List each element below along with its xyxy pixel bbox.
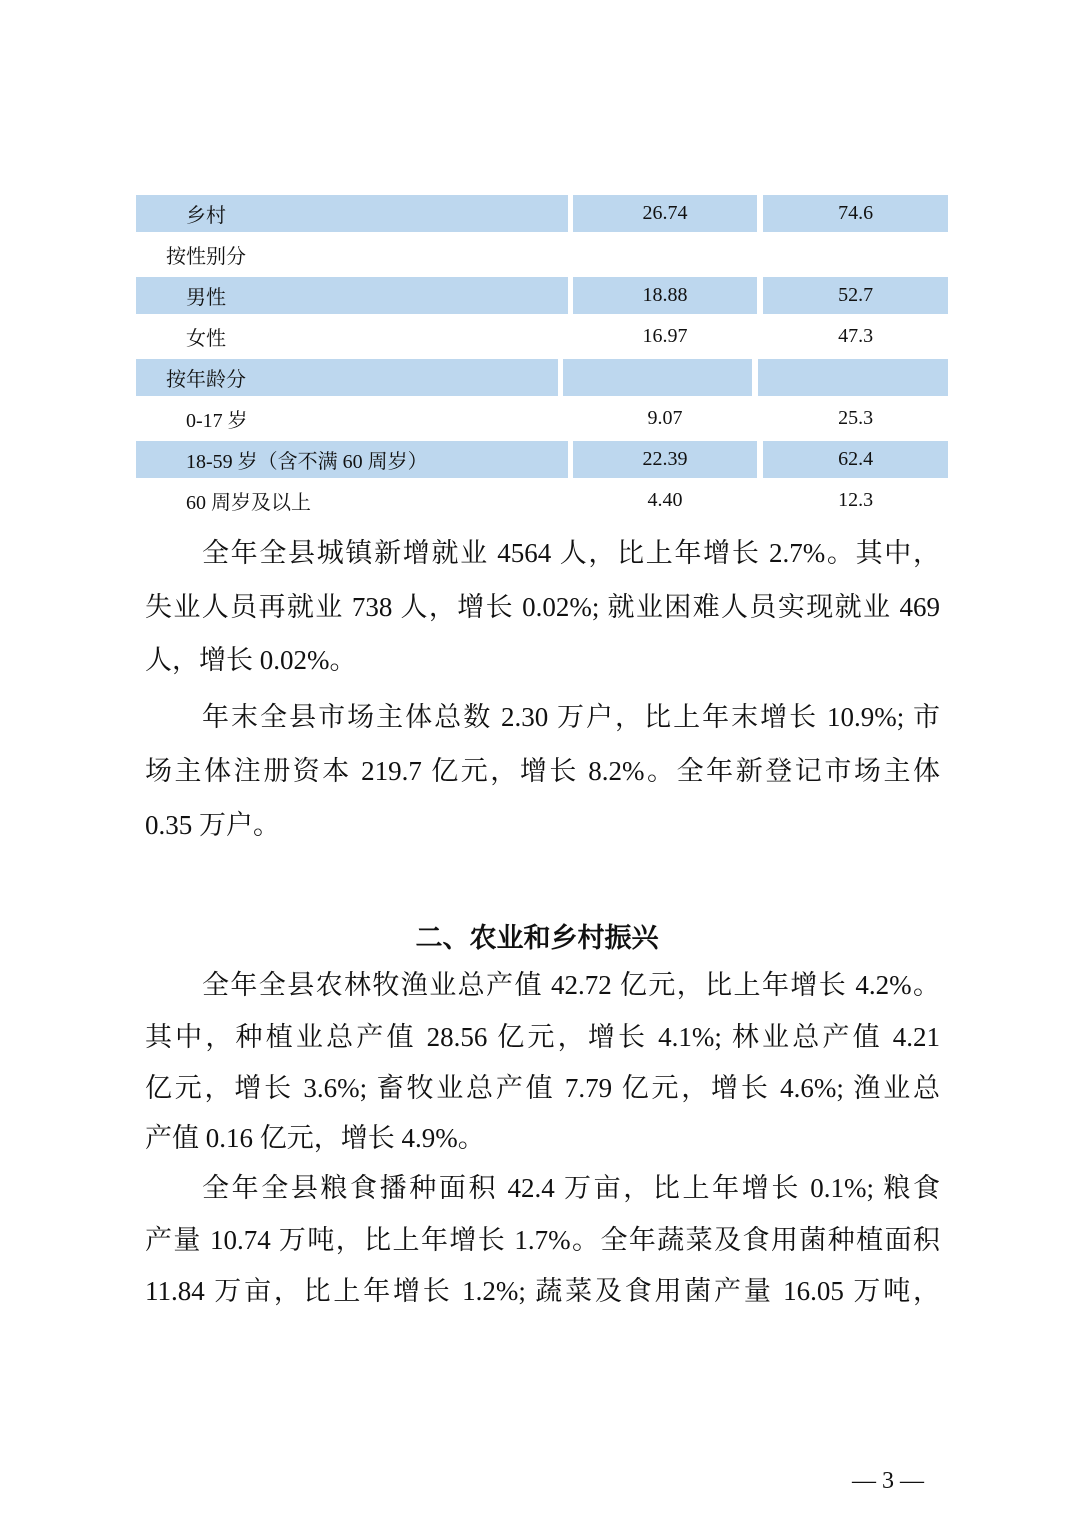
- table-row: [136, 480, 948, 521]
- row-value-count: 16.97: [642, 325, 688, 347]
- row-value-share: 62.4: [763, 441, 948, 478]
- row-label: 按年龄分: [136, 359, 558, 396]
- paragraph-line: 产值 0.16 亿元，增长 4.9%。: [145, 1123, 485, 1153]
- row-value-count: 9.07: [647, 407, 683, 429]
- population-table: [136, 193, 948, 521]
- row-value-share: 47.3: [838, 325, 874, 347]
- row-value-share: 12.3: [838, 489, 874, 511]
- paragraph-line: 全年全县城镇新增就业 4564 人，比上年增长 2.7%。其中，: [202, 538, 940, 568]
- row-value-count: 18.88: [573, 277, 758, 314]
- row-value-count: 4.40: [647, 489, 683, 511]
- row-value-share: [758, 236, 948, 273]
- paragraph-line: 其中，种植业总产值 28.56 亿元，增长 4.1%; 林业总产值 4.21: [145, 1022, 940, 1052]
- row-label: 按性别分: [166, 246, 246, 268]
- row-value-count: [563, 236, 753, 273]
- section-heading: 二、农业和乡村振兴: [415, 923, 659, 954]
- row-value-share: 74.6: [763, 195, 948, 232]
- table-row: [136, 234, 948, 275]
- paragraph-line: 失业人员再就业 738 人，增长 0.02%; 就业困难人员实现就业 469: [145, 592, 940, 622]
- row-label: 0-17 岁: [186, 410, 248, 432]
- table-row: [136, 398, 948, 439]
- row-label: 60 周岁及以上: [186, 492, 311, 514]
- row-label: 乡村: [136, 195, 568, 232]
- paragraph-line: 亿元，增长 3.6%; 畜牧业总产值 7.79 亿元，增长 4.6%; 渔业总: [145, 1073, 940, 1103]
- row-label: 女性: [186, 328, 226, 350]
- row-label: 18-59 岁（含不满 60 周岁）: [136, 441, 568, 478]
- paragraph-line: 11.84 万亩，比上年增长 1.2%; 蔬菜及食用菌产量 16.05 万吨，: [145, 1276, 940, 1306]
- paragraph-line: 0.35 万户。: [145, 810, 280, 840]
- paragraph-line: 年末全县市场主体总数 2.30 万户，比上年末增长 10.9%; 市: [202, 702, 940, 732]
- table-row: [136, 357, 948, 398]
- table-row: [136, 275, 948, 316]
- table-row: [136, 193, 948, 234]
- paragraph-line: 人，增长 0.02%。: [145, 645, 357, 675]
- table-row: [136, 316, 948, 357]
- table-row: [136, 439, 948, 480]
- page-number: — 3 —: [852, 1468, 924, 1494]
- paragraph-line: 产量 10.74 万吨，比上年增长 1.7%。全年蔬菜及食用菌种植面积: [145, 1225, 940, 1255]
- row-value-share: [758, 359, 948, 396]
- row-label: 男性: [136, 277, 568, 314]
- paragraph-line: 全年全县粮食播种面积 42.4 万亩，比上年增长 0.1%; 粮食: [202, 1173, 940, 1203]
- paragraph-line: 全年全县农林牧渔业总产值 42.72 亿元，比上年增长 4.2%。: [202, 970, 940, 1000]
- row-value-share: 25.3: [838, 407, 874, 429]
- row-value-count: 22.39: [573, 441, 758, 478]
- row-value-count: [563, 359, 753, 396]
- row-value-count: 26.74: [573, 195, 758, 232]
- row-value-share: 52.7: [763, 277, 948, 314]
- paragraph-line: 场主体注册资本 219.7 亿元，增长 8.2%。全年新登记市场主体: [145, 756, 940, 786]
